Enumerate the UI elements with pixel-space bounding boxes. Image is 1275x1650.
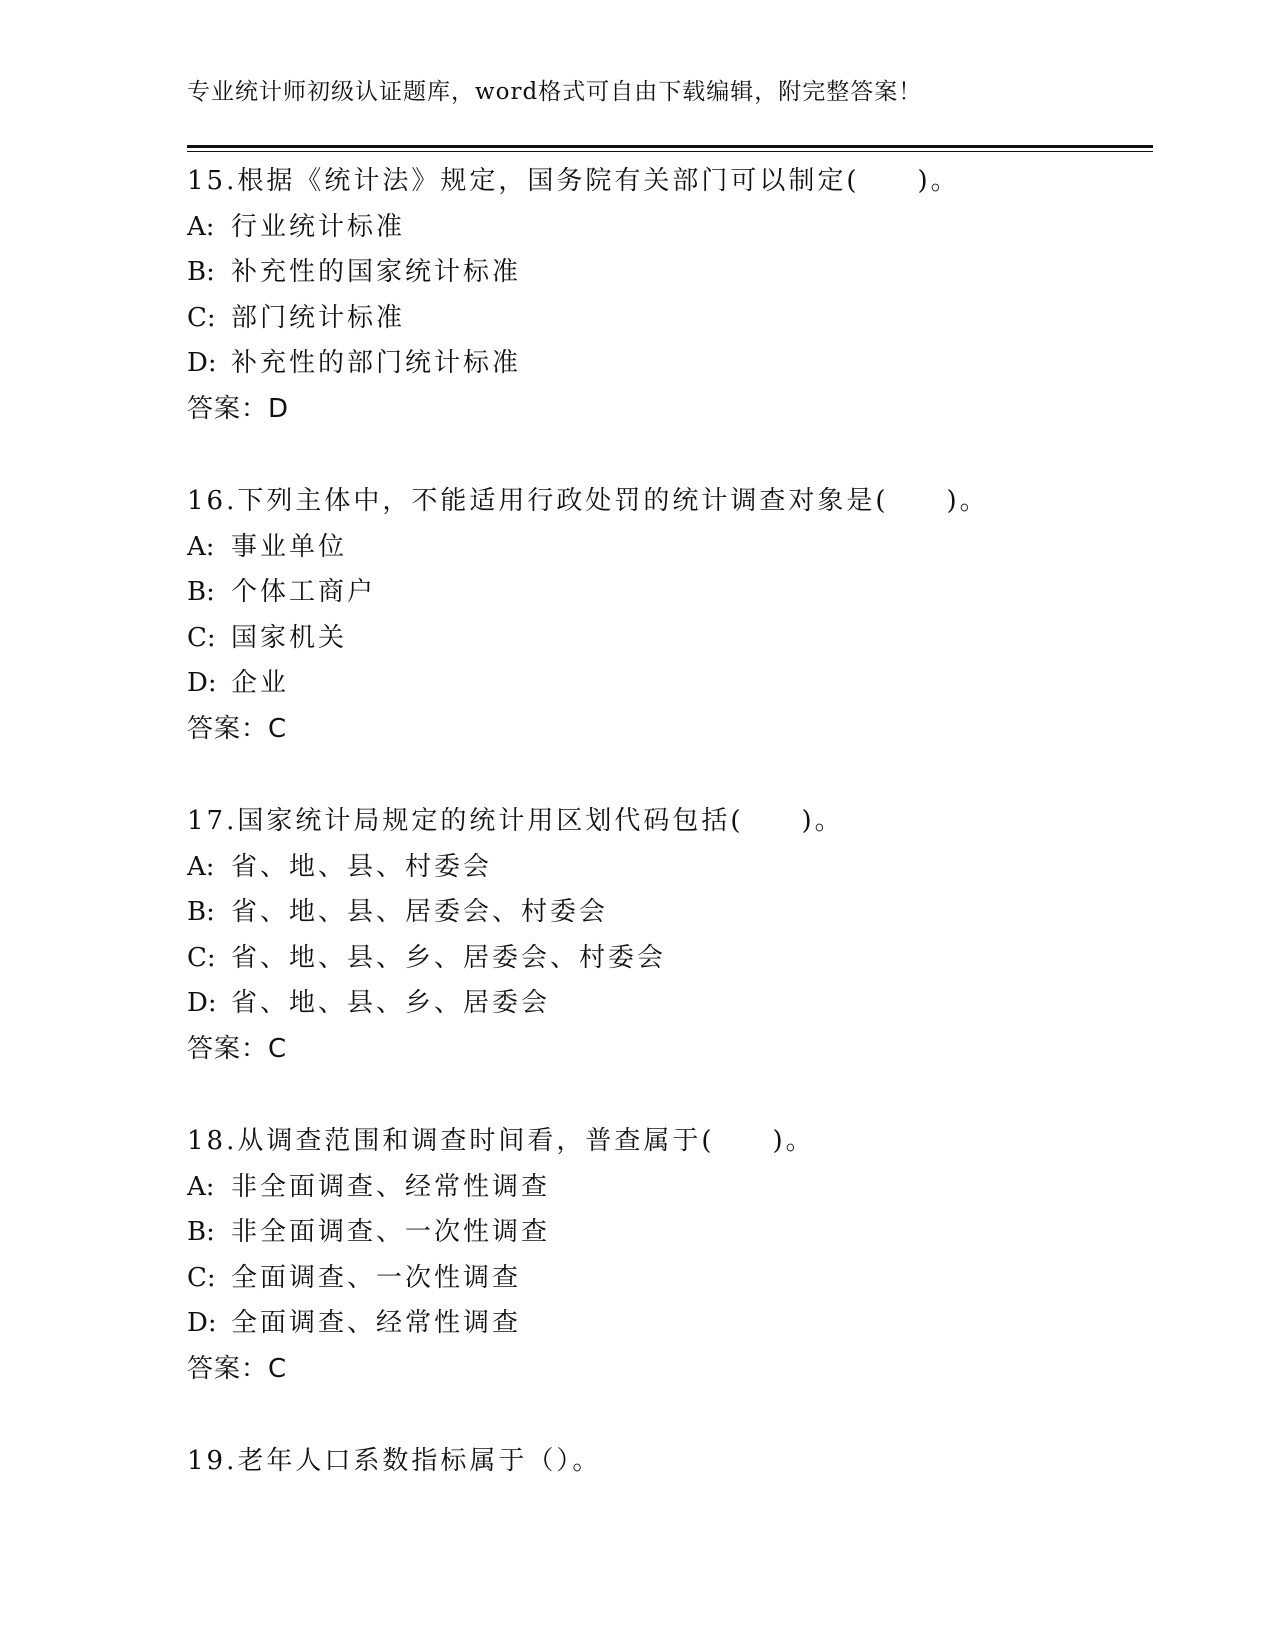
option-text: 全面调查、一次性调查	[231, 1262, 522, 1293]
answer: 答案：C	[187, 713, 288, 744]
header-rule-thick	[187, 145, 1153, 148]
option-a	[187, 525, 1153, 571]
question-stem: 17.国家统计局规定的统计用区划代码包括( )。	[187, 806, 844, 836]
option-letter: C:	[187, 1262, 216, 1293]
option-letter: B:	[187, 897, 215, 927]
option-d	[187, 661, 1153, 707]
option-text: 事业单位	[231, 531, 348, 562]
option-letter: D:	[187, 668, 217, 698]
option-letter: C:	[187, 302, 216, 333]
question-stem: 18.从调查范围和调查时间看，普查属于( )。	[187, 1126, 815, 1156]
question-stem: 16.下列主体中，不能适用行政处罚的统计调查对象是( )。	[187, 486, 989, 516]
option-text: 省、地、县、乡、居委会、村委会	[231, 942, 667, 973]
question-17	[187, 799, 1153, 1072]
option-b	[187, 250, 1153, 296]
answer: 答案：D	[187, 393, 290, 424]
option-letter: A:	[187, 211, 215, 242]
option-text: 个体工商户	[231, 577, 377, 607]
question-stem: 19.老年人口系数指标属于（）。	[187, 1446, 602, 1476]
option-text: 补充性的部门统计标准	[231, 348, 522, 378]
option-text: 非全面调查、经常性调查	[231, 1171, 551, 1202]
option-letter: D:	[187, 348, 217, 378]
option-text: 企业	[231, 668, 290, 698]
option-text: 非全面调查、一次性调查	[231, 1217, 551, 1247]
option-text: 行业统计标准	[231, 211, 406, 242]
option-c	[187, 936, 1153, 982]
question-16	[187, 479, 1153, 752]
option-letter: B:	[187, 577, 215, 607]
option-text: 省、地、县、村委会	[231, 851, 493, 882]
header-text: 专业统计师初级认证题库，word格式可自由下载编辑，附完整答案！	[187, 79, 923, 105]
question-15	[187, 159, 1153, 432]
option-letter: A:	[187, 531, 215, 562]
option-text: 全面调查、经常性调查	[231, 1308, 522, 1338]
option-letter: A:	[187, 851, 215, 882]
option-d	[187, 1301, 1153, 1347]
question-list	[187, 159, 1153, 1532]
question-stem: 15.根据《统计法》规定，国务院有关部门可以制定( )。	[187, 166, 960, 196]
option-b	[187, 1210, 1153, 1256]
option-letter: B:	[187, 1217, 215, 1247]
option-b	[187, 890, 1153, 936]
header-rule-thin	[187, 151, 1153, 152]
option-text: 省、地、县、居委会、村委会	[231, 897, 609, 927]
option-text: 部门统计标准	[231, 302, 406, 333]
option-c	[187, 296, 1153, 342]
option-letter: C:	[187, 622, 216, 653]
question-18	[187, 1119, 1153, 1392]
option-text: 补充性的国家统计标准	[231, 257, 522, 287]
option-a	[187, 205, 1153, 251]
answer: 答案：C	[187, 1033, 288, 1064]
option-letter: B:	[187, 257, 215, 287]
option-letter: D:	[187, 1308, 217, 1338]
option-letter: A:	[187, 1171, 215, 1202]
option-a	[187, 1165, 1153, 1211]
option-c	[187, 1256, 1153, 1302]
answer: 答案：C	[187, 1353, 288, 1384]
option-d	[187, 981, 1153, 1027]
option-letter: C:	[187, 942, 216, 973]
option-b	[187, 570, 1153, 616]
option-a	[187, 845, 1153, 891]
option-c	[187, 616, 1153, 662]
option-letter: D:	[187, 988, 217, 1018]
question-19	[187, 1439, 1153, 1485]
option-d	[187, 341, 1153, 387]
option-text: 省、地、县、乡、居委会	[231, 988, 551, 1018]
option-text: 国家机关	[231, 622, 348, 653]
